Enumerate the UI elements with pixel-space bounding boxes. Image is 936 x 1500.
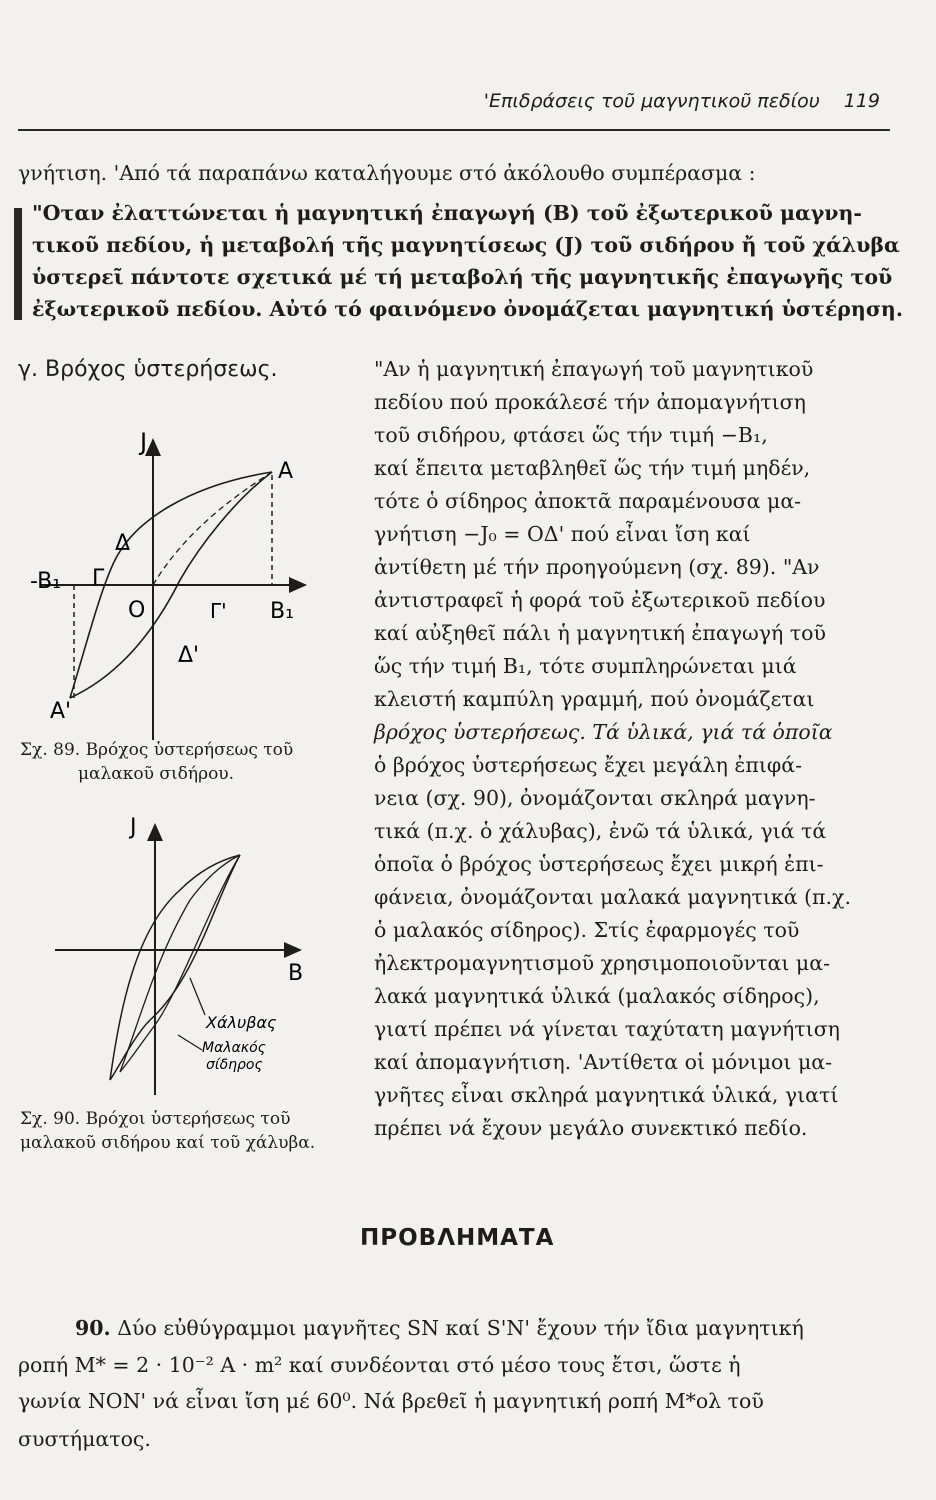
caption-line: Σχ. 89. Βρόχος ὑστερήσεως τοῦ: [20, 740, 294, 760]
figure-89-hysteresis-loop: [30, 420, 340, 750]
body-line: ὁποῖα ὁ βρόχος ὑστερήσεως ἔχει μικρή ἐπι-: [374, 852, 824, 876]
label-b: B: [288, 961, 304, 986]
body-line: λακά μαγνητικά ὑλικά (μαλακός σίδηρος),: [374, 984, 820, 1008]
body-line: καί αὐξηθεῖ πάλι ἡ μαγνητική ἐπαγωγή τοῦ: [374, 621, 826, 645]
body-line: φάνεια, ὀνομάζονται μαλακά μαγνητικά (π.χ.: [374, 885, 851, 909]
body-line: ἀντιστραφεῖ ἡ φορά τοῦ ἐξωτερικοῦ πεδίου: [374, 588, 826, 612]
label-gamma: Γ: [92, 566, 105, 591]
page-number: 119: [843, 90, 880, 112]
label-a-prime: A': [50, 699, 72, 724]
body-line: ὁ μαλακός σίδηρος). Στίς ἐφαρμογές τοῦ: [374, 918, 800, 942]
label-a: A: [278, 459, 294, 484]
problems-title: ΠΡΟΒΛΗΜΑΤΑ: [360, 1225, 555, 1251]
label-soft-iron: Μαλακός: [202, 1040, 266, 1056]
body-line: πρέπει νά ἔχουν μεγάλο συνεκτικό πεδίο.: [374, 1116, 808, 1140]
conclusion-line: ἐξωτερικοῦ πεδίου. Αὐτό τό φαινόμενο ὀνομάζεται μαγνητική ὑστέρηση.: [32, 297, 903, 321]
header-title: 'Επιδράσεις τοῦ μαγνητικοῦ πεδίου: [483, 90, 820, 112]
label-delta: Δ: [115, 531, 131, 556]
conclusion-line: ὑστερεῖ πάντοτε σχετικά μέ τή μεταβολή τῆς μαγνητικῆς ἐπαγωγῆς τοῦ: [32, 265, 893, 289]
body-line: τοῦ σιδήρου, φτάσει ὥς τήν τιμή −B₁,: [374, 423, 768, 447]
problem-90-line: [75, 1313, 804, 1343]
caption-line: μαλακοῦ σιδήρου.: [78, 764, 235, 784]
label-j: J: [140, 428, 148, 456]
margin-bar: [14, 208, 22, 320]
caption-line: Σχ. 90. Βρόχοι ὑστερήσεως τοῦ: [20, 1109, 291, 1129]
caption-line: μαλακοῦ σιδήρου καί τοῦ χάλυβα.: [20, 1133, 316, 1153]
section-heading: γ. Βρόχος ὑστερήσεως.: [18, 357, 278, 382]
problem-90-line: συστήματος.: [18, 1427, 151, 1451]
body-line: ὥς τήν τιμή B₁, τότε συμπληρώνεται μιά: [374, 654, 797, 678]
running-header: [440, 90, 880, 112]
intro-line: γνήτιση. 'Από τά παραπάνω καταλήγουμε στό ἀκόλουθο συμπέρασμα :: [18, 161, 756, 185]
label-o: O: [128, 598, 146, 623]
body-line: ἀντίθετη μέ τήν προηγούμενη (σχ. 89). "Αν: [374, 555, 820, 579]
body-line: ὁ βρόχος ὑστερήσεως ἔχει μεγάλη ἐπιφά-: [374, 753, 803, 777]
body-line: γνήτιση −J₀ = ΟΔ' πού εἶναι ἴση καί: [374, 522, 751, 546]
steel-pointer: [190, 978, 205, 1015]
body-line: πεδίου πού προκάλεσέ τήν ἀπομαγνήτιση: [374, 390, 806, 414]
body-line: τότε ὁ σίδηρος ἀποκτᾶ παραμένουσα μα-: [374, 489, 802, 513]
problem-text: Δύο εὐθύγραμμοι μαγνῆτες SN καί S'N' ἔχουν τήν ἴδια μαγνητική: [117, 1316, 804, 1340]
figure-90-caption: [20, 1107, 315, 1155]
body-line: γνῆτες εἶναι σκληρά μαγνητικά ὑλικά, γιατί: [374, 1083, 839, 1107]
body-line: νεια (σχ. 90), ὀνομάζονται σκληρά μαγνη-: [374, 786, 816, 810]
body-line: γιατί πρέπει νά γίνεται ταχύτατη μαγνήτιση: [374, 1017, 840, 1041]
body-line: τικά (π.χ. ὁ χάλυβας), ἐνῶ τά ὑλικά, γιά τά: [374, 819, 827, 843]
initial-curve: [153, 472, 272, 585]
problem-number: 90.: [75, 1316, 111, 1340]
header-rule: [18, 129, 890, 131]
problem-90-line: γωνία NON' νά εἶναι ἴση μέ 60⁰. Νά βρεθεῖ ἡ μαγνητική ροπή M*ολ τοῦ: [18, 1389, 764, 1413]
body-line: ἠλεκτρομαγνητισμοῦ χρησιμοποιοῦνται μα-: [374, 951, 831, 975]
conclusion-line: "Οταν ἐλαττώνεται ἡ μαγνητική ἐπαγωγή (B) τοῦ ἐξωτερικοῦ μαγνη-: [32, 201, 862, 225]
body-line: καί ἔπειτα μεταβληθεῖ ὥς τήν τιμή μηδέν,: [374, 456, 811, 480]
body-line: "Αν ἡ μαγνητική ἐπαγωγή τοῦ μαγνητικοῦ: [374, 357, 814, 381]
label-minus-b1: -B₁: [30, 569, 62, 594]
body-line: κλειστή καμπύλη γραμμή, πού ὀνομάζεται: [374, 687, 815, 711]
soft-iron-pointer: [178, 1035, 202, 1050]
figure-90-hysteresis-loops: [40, 810, 320, 1100]
conclusion-line: τικοῦ πεδίου, ἡ μεταβολή τῆς μαγνητίσεως (J) τοῦ σιδήρου ἤ τοῦ χάλυβα: [32, 233, 900, 257]
label-steel: Χάλυβας: [206, 1013, 277, 1032]
label-b1: B₁: [270, 599, 294, 624]
label-soft-iron: σίδηρος: [206, 1057, 263, 1073]
body-line: καί ἀπομαγνήτιση. 'Αντίθετα οἱ μόνιμοι μα-: [374, 1050, 833, 1074]
figure-89-caption: [20, 738, 293, 786]
label-j: J: [130, 815, 137, 840]
label-delta-prime: Δ': [178, 643, 200, 668]
label-gamma-prime: Γ': [210, 599, 227, 623]
problem-90-line: ροπή M* = 2 · 10⁻² A · m² καί συνδέονται στό μέσο τους ἔτσι, ὥστε ἡ: [18, 1353, 741, 1377]
body-line: βρόχος ὑστερήσεως. Τά ὑλικά, γιά τά ὁποῖα: [374, 720, 833, 744]
